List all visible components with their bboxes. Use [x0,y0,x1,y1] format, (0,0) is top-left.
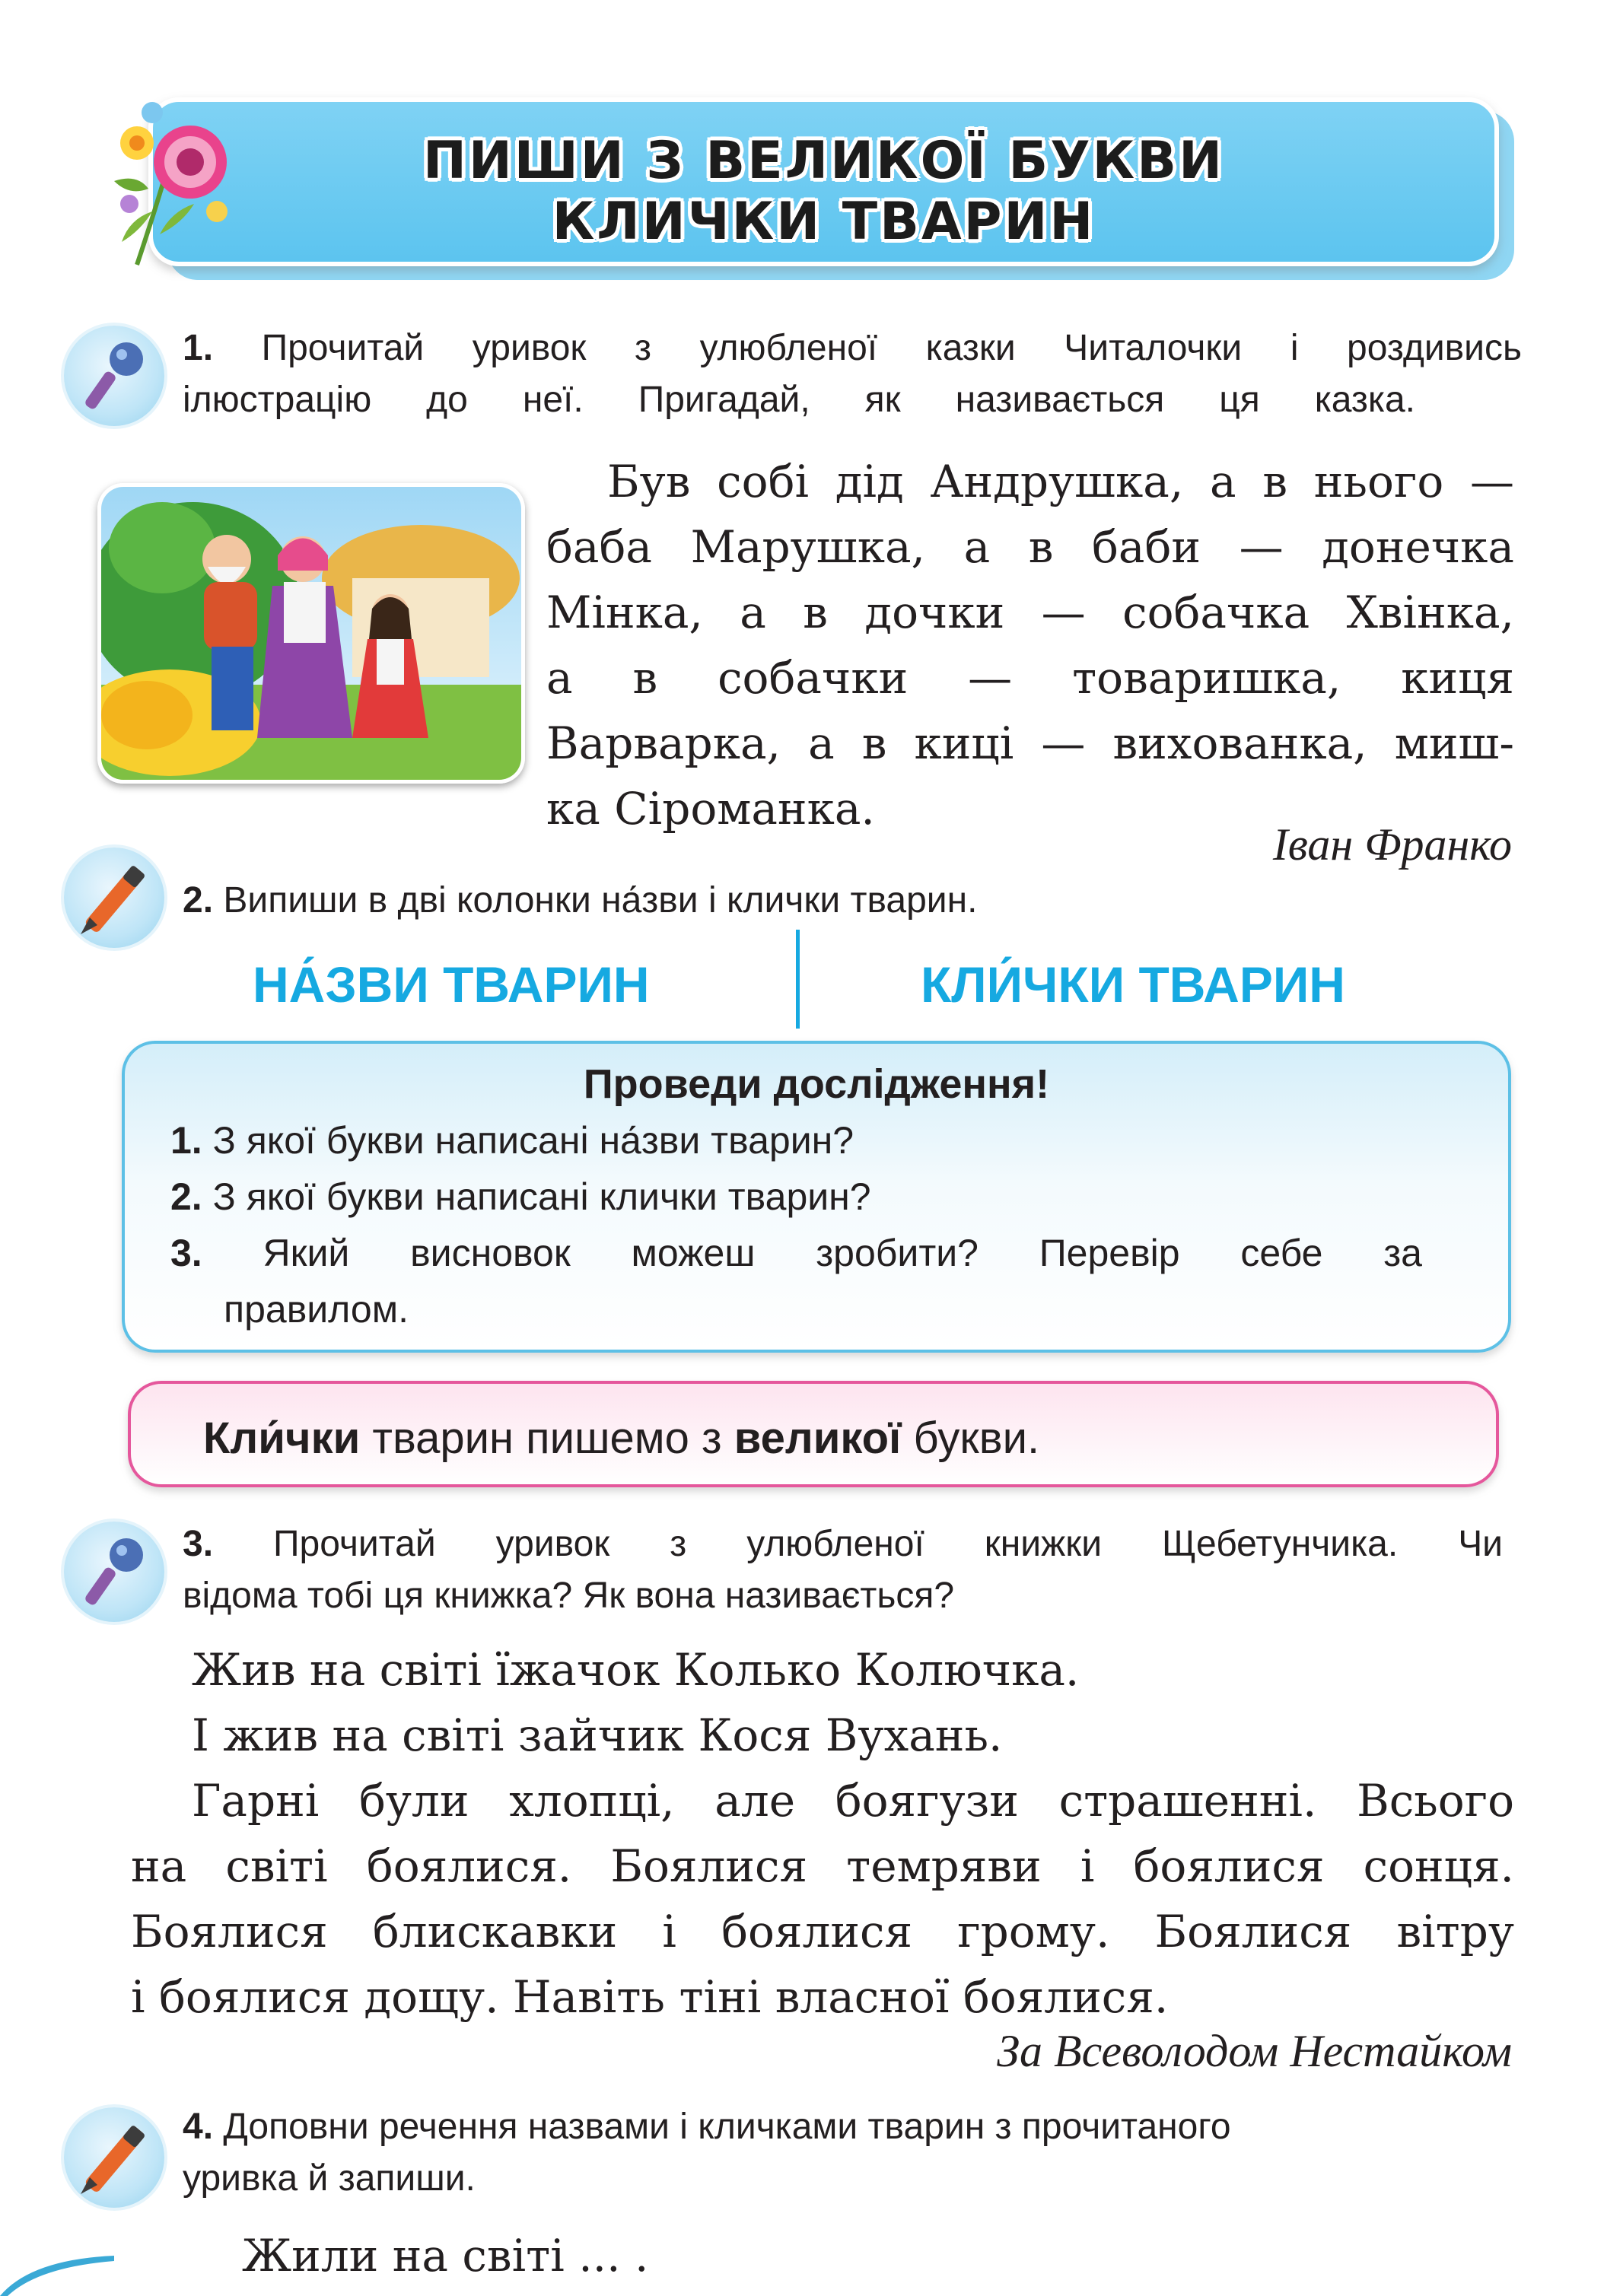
research-question-1 [170,1112,854,1169]
story-3-line: на світі боялися. Боялися темряви і боялися сонця. [131,1840,1514,1892]
column-divider [796,930,800,1029]
task-4-example: Жили на світі ... . [242,2230,649,2282]
story-3-line: Жив на світі їжачок Колько Колючка. [192,1644,1080,1696]
title-line-2: КЛИЧКИ ТВАРИН [552,192,1096,252]
task-4-number: 4. [183,2107,214,2147]
rule-text [203,1413,1039,1464]
research-question-3 [170,1225,1494,1337]
story-1-line: баба Марушка, а в баби — донечка [546,521,1514,573]
task-1-line-2: ілюстрацію до неї. Пригадай, як називається ця казка. [183,380,1415,420]
task-2-text: Випиши в дві колонки на́зви і клички тварин. [223,880,978,921]
task-3-line-2: відома тобі ця книжка? Як вона називається? [183,1576,955,1616]
story-3-text [131,1637,1514,2030]
task-4-instruction [183,2101,1522,2205]
task-3-line-1: Прочитай уривок з улюбленої книжки Щебетунчика. Чи [273,1524,1503,1564]
research-question-text: З якої букви написані клички тварин? [212,1175,871,1218]
story-3-line: і боялися дощу. Навіть тіні власної боялися. [131,1971,1169,2023]
story-3-line: Гарні були хлопці, але боягузи страшенні. Всього [192,1775,1514,1827]
story-1-line: ка Сіроманка. [546,783,875,835]
research-question-number: 2. [170,1175,202,1218]
research-question-number: 3. [170,1232,202,1274]
rule-end: букви. [901,1414,1040,1463]
rule-bold-capital: великої [734,1414,902,1463]
story-1-line: Варварка, а в киці — вихованка, миш- [546,717,1514,769]
story-1-text [546,449,1514,841]
story-3-line: І жив на світі зайчик Кося Вухань. [192,1709,1003,1761]
research-question-text: Який висновок можеш зробити? Перевір себе за [263,1232,1422,1274]
research-question-continuation: правилом. [224,1288,409,1331]
task-2-number: 2. [183,880,214,921]
story-1-line: Був собі дід Андрушка, а в нього — [607,456,1514,507]
microphone-icon [64,326,164,426]
task-3-instruction [183,1518,1503,1622]
story-3-line: Боялися блискавки і боялися грому. Боялися вітру [131,1906,1514,1957]
flower-decoration [107,90,236,272]
research-title: Проведи дослідження! [583,1061,1050,1107]
task-2-instruction [183,875,977,927]
task-1-line-1: Прочитай уривок з улюбленої казки Читалочки і роздивись [261,328,1522,368]
task-1-instruction [183,323,1522,426]
task-4-line-1: Доповни речення назвами і кличками тварин з прочитаного [223,2107,1231,2147]
fairy-tale-illustration [97,483,525,784]
title-banner [148,97,1499,266]
research-box [122,1041,1511,1353]
story-3-author: За Всеволодом Нестайком [997,2026,1512,2076]
rule-bold-nicknames: Кли́чки [203,1414,361,1463]
task-1-number: 1. [183,328,214,368]
story-1-author: Іван Франко [1272,819,1512,870]
column-heading-nicknames: КЛИ́ЧКИ ТВАРИН [921,956,1345,1013]
microphone-icon [64,1522,164,1622]
page-corner-decoration [0,2252,122,2296]
rule-middle: тварин пишемо з [360,1414,734,1463]
task-4-line-2: уривка й запиши. [183,2158,476,2199]
rule-box [128,1381,1499,1487]
story-1-line: а в собачки — товаришка, киця [546,652,1514,704]
pen-icon [64,2107,164,2208]
research-question-2 [170,1169,871,1225]
research-question-number: 1. [170,1119,202,1162]
research-question-text: З якої букви написані на́зви тварин? [212,1119,854,1162]
task-3-number: 3. [183,1524,214,1564]
column-heading-names: НА́ЗВИ ТВАРИН [253,956,650,1013]
pen-icon [64,847,164,948]
story-1-line: Мінка, а в дочки — собачка Хвінка, [546,587,1514,638]
title-line-1: ПИШИ З ВЕЛИКОЇ БУКВИ [422,131,1224,191]
